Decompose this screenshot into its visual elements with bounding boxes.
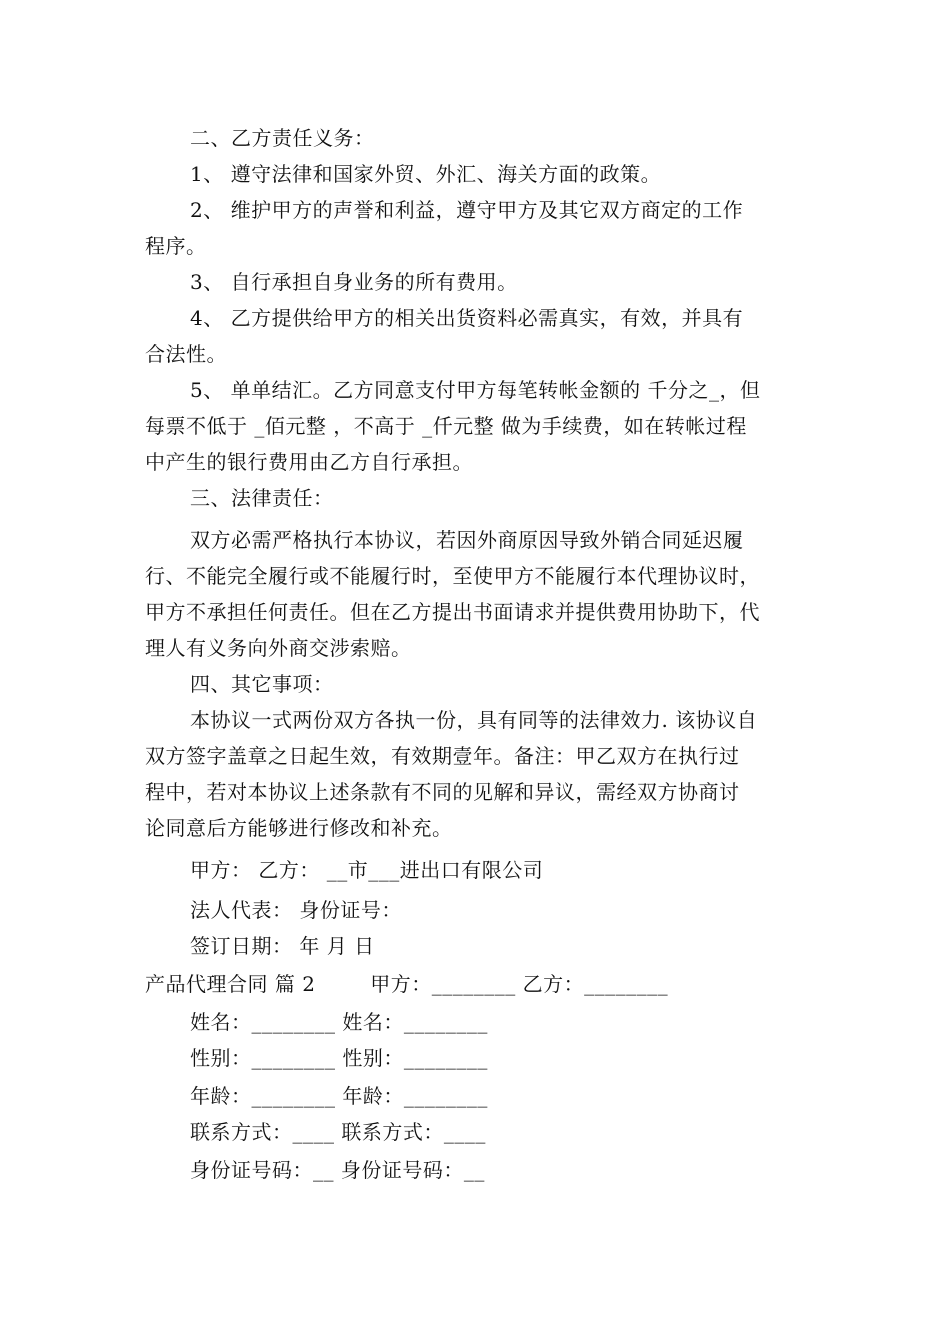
gender-fields: 性别：________ 性别：________: [190, 1046, 488, 1070]
clause-5-cont-1: 每票不低于 _佰元整 ，不高于 _仟元整 做为手续费，如在转帐过程: [145, 414, 747, 438]
section-heading-party-b-duties: 二、乙方责任义务：: [190, 126, 375, 150]
legal-paragraph-line-2: 行、不能完全履行或不能履行时，至使甲方不能履行本代理协议时，: [145, 564, 760, 588]
section-heading-legal-liability: 三、法律责任：: [190, 486, 334, 510]
id-number-fields: 身份证号码：__ 身份证号码：__: [190, 1158, 485, 1182]
legal-paragraph-line-4: 理人有义务向外商交涉索赔。: [145, 636, 412, 660]
name-fields: 姓名：________ 姓名：________: [190, 1010, 488, 1034]
contract-2-title: 产品代理合同 篇 2 甲方：________ 乙方：________: [145, 972, 669, 996]
contact-fields: 联系方式：____ 联系方式：____: [190, 1120, 486, 1144]
clause-5-cont-2: 中产生的银行费用由乙方自行承担。: [145, 450, 473, 474]
clause-2: 2、 维护甲方的声誉和利益，遵守甲方及其它双方商定的工作: [190, 198, 744, 222]
clause-4-cont: 合法性。: [145, 342, 227, 366]
clause-4: 4、 乙方提供给甲方的相关出货资料必需真实，有效，并具有: [190, 306, 744, 330]
clause-5: 5、 单单结汇。乙方同意支付甲方每笔转帐金额的 千分之_，但: [190, 378, 761, 402]
other-paragraph-line-3: 程中，若对本协议上述条款有不同的见解和异议，需经双方协商讨: [145, 780, 740, 804]
other-paragraph-line-2: 双方签字盖章之日起生效，有效期壹年。备注：甲乙双方在执行过: [145, 744, 740, 768]
other-paragraph-line-4: 论同意后方能够进行修改和补充。: [145, 816, 453, 840]
clause-3: 3、 自行承担自身业务的所有费用。: [190, 270, 518, 294]
other-paragraph-line-1: 本协议一式两份双方各执一份，具有同等的法律效力. 该协议自: [190, 708, 758, 732]
legal-paragraph-line-3: 甲方不承担任何责任。但在乙方提出书面请求并提供费用协助下，代: [145, 600, 760, 624]
age-fields: 年龄：________ 年龄：________: [190, 1084, 488, 1108]
clause-1: 1、 遵守法律和国家外贸、外汇、海关方面的政策。: [190, 162, 662, 186]
signing-date: 签订日期： 年 月 日: [190, 934, 375, 958]
legal-representative: 法人代表： 身份证号：: [190, 898, 402, 922]
clause-2-cont: 程序。: [145, 234, 207, 258]
legal-paragraph-line-1: 双方必需严格执行本协议，若因外商原因导致外销合同延迟履: [190, 528, 744, 552]
section-heading-other-matters: 四、其它事项：: [190, 672, 334, 696]
signature-parties: 甲方： 乙方： __市___进出口有限公司: [190, 858, 544, 882]
